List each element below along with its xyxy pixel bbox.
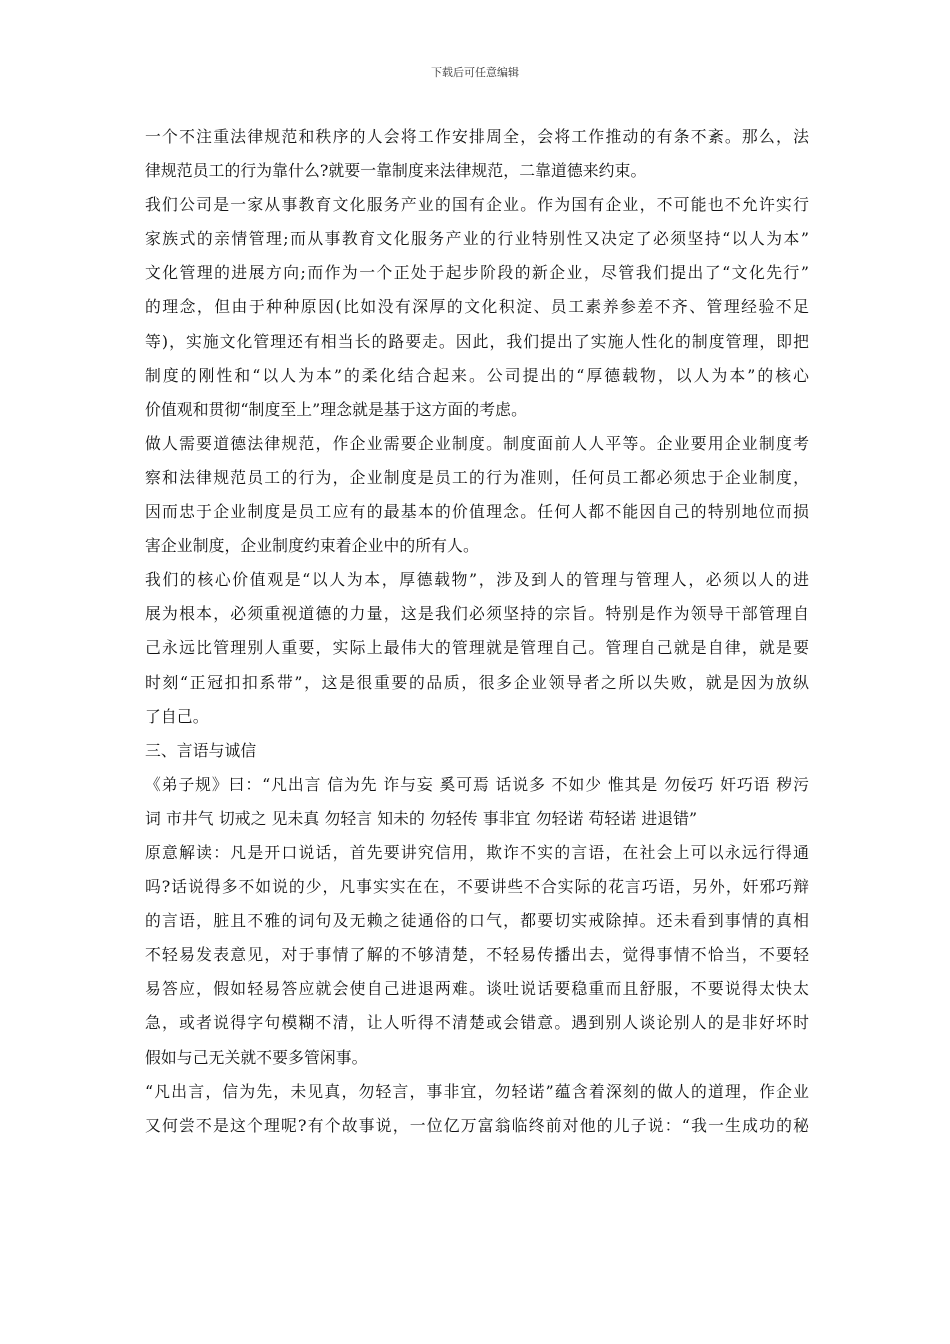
text-line: 等)，实施文化管理还有相当长的路要走。因此，我们提出了实施人性化的制度管理，即把 xyxy=(145,331,809,351)
text-line: 《弟子规》曰：“凡出言 信为先 诈与妄 奚可焉 话说多 不如少 惟其是 勿佞巧 奸巧语 秽污 xyxy=(145,774,809,794)
text-line: 一个不注重法律规范和秩序的人会将工作安排周全，会将工作推动的有条不紊。那么，法 xyxy=(145,127,809,146)
document-body xyxy=(145,126,809,1149)
text-line: 制度的刚性和“以人为本”的柔化结合起来。公司提出的“厚德载物，以人为本”的核心 xyxy=(145,365,809,385)
text-line: 己永远比管理别人重要，实际上最伟大的管理就是管理自己。管理自己就是自律，就是要 xyxy=(145,638,809,658)
text-line: 律规范员工的行为靠什么?就要一靠制度来法律规范，二靠道德来约束。 xyxy=(145,161,647,181)
text-line: 文化管理的进展方向;而作为一个正处于起步阶段的新企业，尽管我们提出了“文化先行” xyxy=(145,263,809,283)
text-line: 假如与己无关就不要多管闲事。 xyxy=(145,1047,368,1067)
text-line: 原意解读：凡是开口说话，首先要讲究信用，欺诈不实的言语，在社会上可以永远行得通 xyxy=(145,842,809,862)
text-line: 因而忠于企业制度是员工应有的最基本的价值理念。任何人都不能因自己的特别地位而损 xyxy=(145,502,809,522)
text-line: 家族式的亲情管理;而从事教育文化服务产业的行业特别性又决定了必须坚持“以人为本” xyxy=(145,229,809,249)
text-line: 急，或者说得字句模糊不清，让人听得不清楚或会错意。遇到别人谈论别人的是非好坏时 xyxy=(145,1013,809,1033)
text-line: 害企业制度，企业制度约束着企业中的所有人。 xyxy=(145,536,479,556)
text-line: 我们的核心价值观是“以人为本，厚德载物”，涉及到人的管理与管理人，必须以人的进 xyxy=(145,570,809,590)
text-line: 价值观和贯彻“制度至上”理念就是基于这方面的考虑。 xyxy=(145,399,527,419)
text-line: 吗?话说得多不如说的少，凡事实实在在，不要讲些不合实际的花言巧语，另外，奸邪巧辩 xyxy=(145,877,809,897)
text-line: 词 市井气 切戒之 见未真 勿轻言 知未的 勿轻传 事非宜 勿轻诺 苟轻诺 进退错” xyxy=(145,808,698,828)
text-line: 展为根本，必须重视道德的力量，这是我们必须坚持的宗旨。特别是作为领导干部管理自 xyxy=(145,604,809,624)
text-line: 时刻“正冠扣扣系带”，这是很重要的品质，很多企业领导者之所以失败，就是因为放纵 xyxy=(145,672,809,692)
page-header: 下载后可任意编辑 xyxy=(431,66,519,79)
section-heading: 三、言语与诚信 xyxy=(145,740,257,760)
text-line: 了自己。 xyxy=(145,706,209,726)
text-line: “凡出言，信为先，未见真，勿轻言，事非宜，勿轻诺”蕴含着深刻的做人的道理，作企业 xyxy=(145,1081,809,1101)
text-line: 的理念，但由于种种原因(比如没有深厚的文化积淀、员工素养参差不齐、管理经验不足 xyxy=(145,297,809,317)
text-line: 易答应，假如轻易答应就会使自己进退两难。谈吐说话要稳重而且舒服，不要说得太快太 xyxy=(145,979,809,999)
text-line: 察和法律规范员工的行为，企业制度是员工的行为准则，任何员工都必须忠于企业制度， xyxy=(145,467,809,487)
text-line: 的言语，脏且不雅的词句及无赖之徒通俗的口气，都要切实戒除掉。还未看到事情的真相 xyxy=(145,911,809,931)
text-line: 不轻易发表意见，对于事情了解的不够清楚，不轻易传播出去，觉得事情不恰当，不要轻 xyxy=(145,945,809,965)
text-line: 做人需要道德法律规范，作企业需要企业制度。制度面前人人平等。企业要用企业制度考 xyxy=(145,433,809,453)
text-line: 又何尝不是这个理呢?有个故事说，一位亿万富翁临终前对他的儿子说：“我一生成功的秘 xyxy=(145,1115,809,1135)
text-line: 我们公司是一家从事教育文化服务产业的国有企业。作为国有企业，不可能也不允许实行 xyxy=(145,195,809,215)
